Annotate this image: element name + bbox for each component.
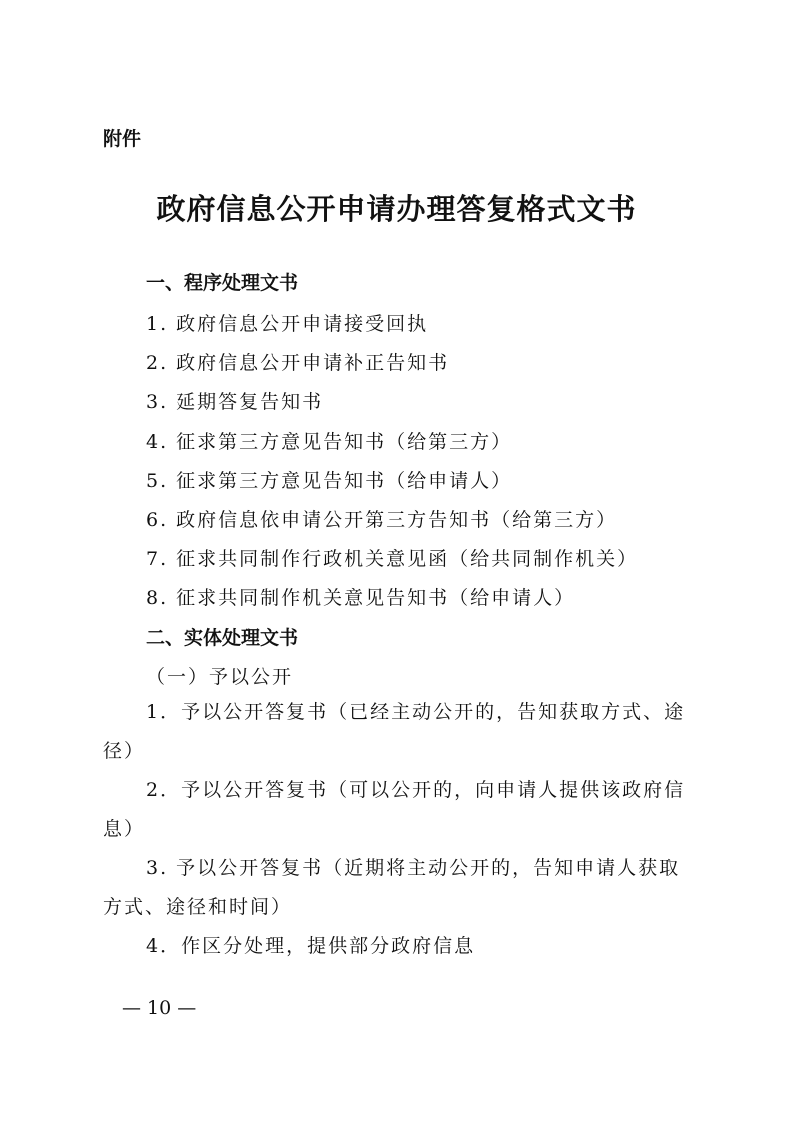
section1-item: 2. 政府信息公开申请补正告知书 [146, 352, 450, 374]
section1-item: 6. 政府信息依申请公开第三方告知书（给第三方） [146, 509, 618, 531]
section2-item: 4．作区分处理，提供部分政府信息 [146, 935, 476, 957]
section1-item: 4. 征求第三方意见告知书（给第三方） [146, 431, 513, 453]
section1-item: 7. 征求共同制作行政机关意见函（给共同制作机关） [146, 548, 639, 570]
attachment-label: 附件 [103, 128, 142, 150]
page-number: — 10 — [122, 997, 197, 1019]
section2-item: 1．予以公开答复书（已经主动公开的，告知获取方式、途径） [103, 701, 686, 762]
document-title: 政府信息公开申请办理答复格式文书 [156, 192, 637, 226]
section1-item: 1. 政府信息公开申请接受回执 [146, 313, 429, 335]
section1-item: 3. 延期答复告知书 [146, 391, 324, 413]
section1-item: 8. 征求共同制作机关意见告知书（给申请人） [146, 587, 576, 609]
section1-item: 5. 征求第三方意见告知书（给申请人） [146, 470, 513, 492]
section2-item: 3. 予以公开答复书（近期将主动公开的，告知申请人获取方式、途径和时间） [103, 857, 681, 918]
section2-item: 2．予以公开答复书（可以公开的，向申请人提供该政府信息） [103, 779, 686, 840]
section1-heading: 一、程序处理文书 [146, 272, 299, 294]
section2-subheading: （一）予以公开 [146, 666, 294, 688]
section2-heading: 二、实体处理文书 [146, 627, 299, 649]
